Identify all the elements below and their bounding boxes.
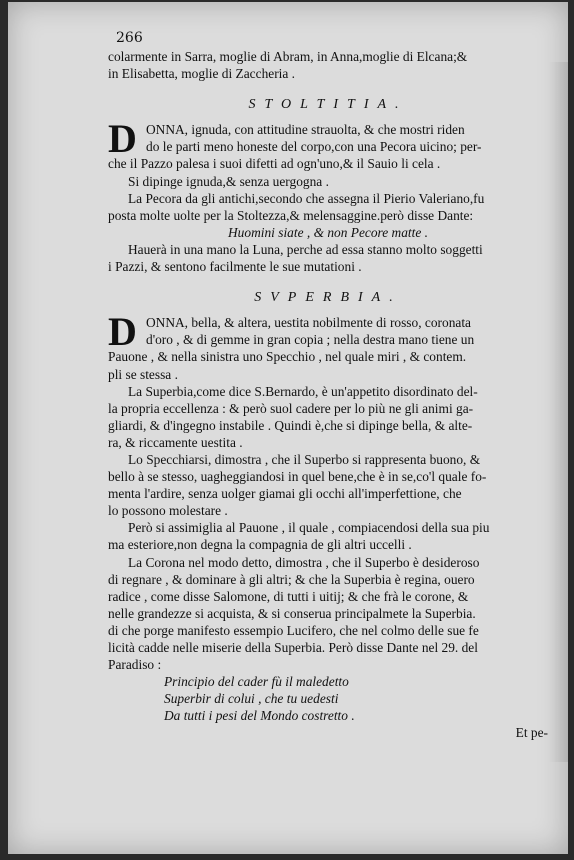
superbia-para-5-line-5: di che porge manifesto essempio Lucifero, che nel colmo delle sue fe bbox=[108, 622, 479, 638]
superbia-para-2-line-1: La Superbia,come dice S.Bernardo, è un'appetito disordinato del- bbox=[128, 383, 478, 399]
superbia-line-3: Pauone , & nella sinistra uno Specchio , nel quale miri , & contem. bbox=[108, 349, 467, 365]
book-page bbox=[8, 2, 568, 854]
intro-line-1: colarmente in Sarra, moglie di Abram, in Anna,moglie di Elcana;& bbox=[108, 49, 468, 64]
superbia-para-5-line-6: licità cadde nelle miserie della Superbia. Però disse Dante nel 29. del bbox=[108, 640, 478, 655]
stoltitia-verse: Huomini siate , & non Pecore matte . bbox=[228, 224, 428, 240]
superbia-para-5-line-2: di regnare , & dominare à gli altri; & che la Superbia è regina, ouero bbox=[108, 571, 475, 587]
superbia-para-3-line-2: bello à se stesso, uagheggiandosi in quel bene,che è in se,co'l quale fo- bbox=[108, 469, 487, 485]
superbia-para-3-line-3: menta l'ardire, senza uolger giamai gli occhi all'imperfettione, che bbox=[108, 486, 462, 502]
intro-line-2: in Elisabetta, moglie di Zaccheria . bbox=[108, 66, 296, 82]
stoltitia-para-4-line-2: i Pazzi, & sentono facilmente le sue mutationi . bbox=[108, 259, 362, 275]
superbia-para-4-line-2: ma esteriore,non degna la compagnia de gli altri uccelli . bbox=[108, 537, 412, 553]
page-number: 266 bbox=[116, 30, 143, 46]
stoltitia-para-3-line-2: posta molte uolte per la Stoltezza,& melensaggine.però disse Dante: bbox=[108, 207, 474, 223]
dropcap-d: D bbox=[108, 116, 137, 162]
superbia-line-1: ONNA, bella, & altera, uestita nobilmente di rosso, coronata bbox=[146, 315, 472, 331]
page-shadow bbox=[548, 62, 568, 762]
superbia-para-2-line-4: ra, & riccamente uestita . bbox=[108, 434, 243, 450]
superbia-para-3-line-1: Lo Specchiarsi, dimostra , che il Superbo si rappresenta buono, & bbox=[128, 451, 481, 467]
superbia-verse-3: Da tutti i pesi del Mondo costretto . bbox=[164, 708, 355, 724]
catchword: Et pe- bbox=[515, 725, 548, 741]
superbia-para-5-line-4: nelle grandezze si acquista, & si conserua principalmete la Superbia. bbox=[108, 605, 476, 621]
superbia-para-5-line-3: radice , come disse Salomone, di tutti i uitij; & che frà le corone, & bbox=[108, 588, 469, 604]
superbia-line-4: pli se stessa . bbox=[108, 366, 178, 382]
superbia-para-5-line-7: Paradiso : bbox=[108, 657, 162, 673]
stoltitia-line-1: ONNA, ignuda, con attitudine strauolta, & che mostri riden bbox=[146, 122, 465, 138]
superbia-para-2-line-3: gliardi, & d'ingegno instabile . Quindi è,che si dipinge bella, & alte- bbox=[108, 417, 473, 433]
dropcap-d: D bbox=[108, 309, 137, 355]
superbia-verse-1: Principio del cader fù il maledetto bbox=[164, 674, 349, 690]
stoltitia-first-paragraph bbox=[108, 116, 548, 162]
stoltitia-line-2: do le parti meno honeste del corpo,con una Pecora uicino; per- bbox=[146, 139, 482, 155]
stoltitia-line-3: che il Pazzo palesa i suoi difetti ad ogn'uno,& il Sauio li cela . bbox=[108, 156, 441, 172]
superbia-verse-2: Superbir di colui , che tu uedesti bbox=[164, 691, 339, 707]
heading-superbia: SVPERBIA. bbox=[254, 290, 402, 306]
superbia-para-4-line-1: Però si assimiglia al Pauone , il quale , compiacendosi della sua piu bbox=[128, 520, 490, 536]
page-text bbox=[108, 48, 548, 742]
stoltitia-para-3-line-1: La Pecora da gli antichi,secondo che assegna il Pierio Valeriano,fu bbox=[128, 190, 485, 206]
superbia-para-3-line-4: lo possono molestare . bbox=[108, 503, 228, 519]
superbia-para-5-line-1: La Corona nel modo detto, dimostra , che il Superbo è desideroso bbox=[128, 554, 480, 570]
stoltitia-para-4-line-1: Hauerà in una mano la Luna, perche ad essa stanno molto soggetti bbox=[128, 241, 483, 257]
superbia-first-paragraph bbox=[108, 309, 548, 355]
superbia-line-2: d'oro , & di gemme in gran copia ; nella destra mano tiene un bbox=[146, 332, 475, 348]
stoltitia-para-2: Si dipinge ignuda,& senza uergogna . bbox=[128, 173, 329, 189]
superbia-para-2-line-2: la propria eccellenza : & però suol cadere per lo più ne gli animi ga- bbox=[108, 400, 474, 416]
heading-stoltitia: STOLTITIA. bbox=[248, 97, 408, 113]
